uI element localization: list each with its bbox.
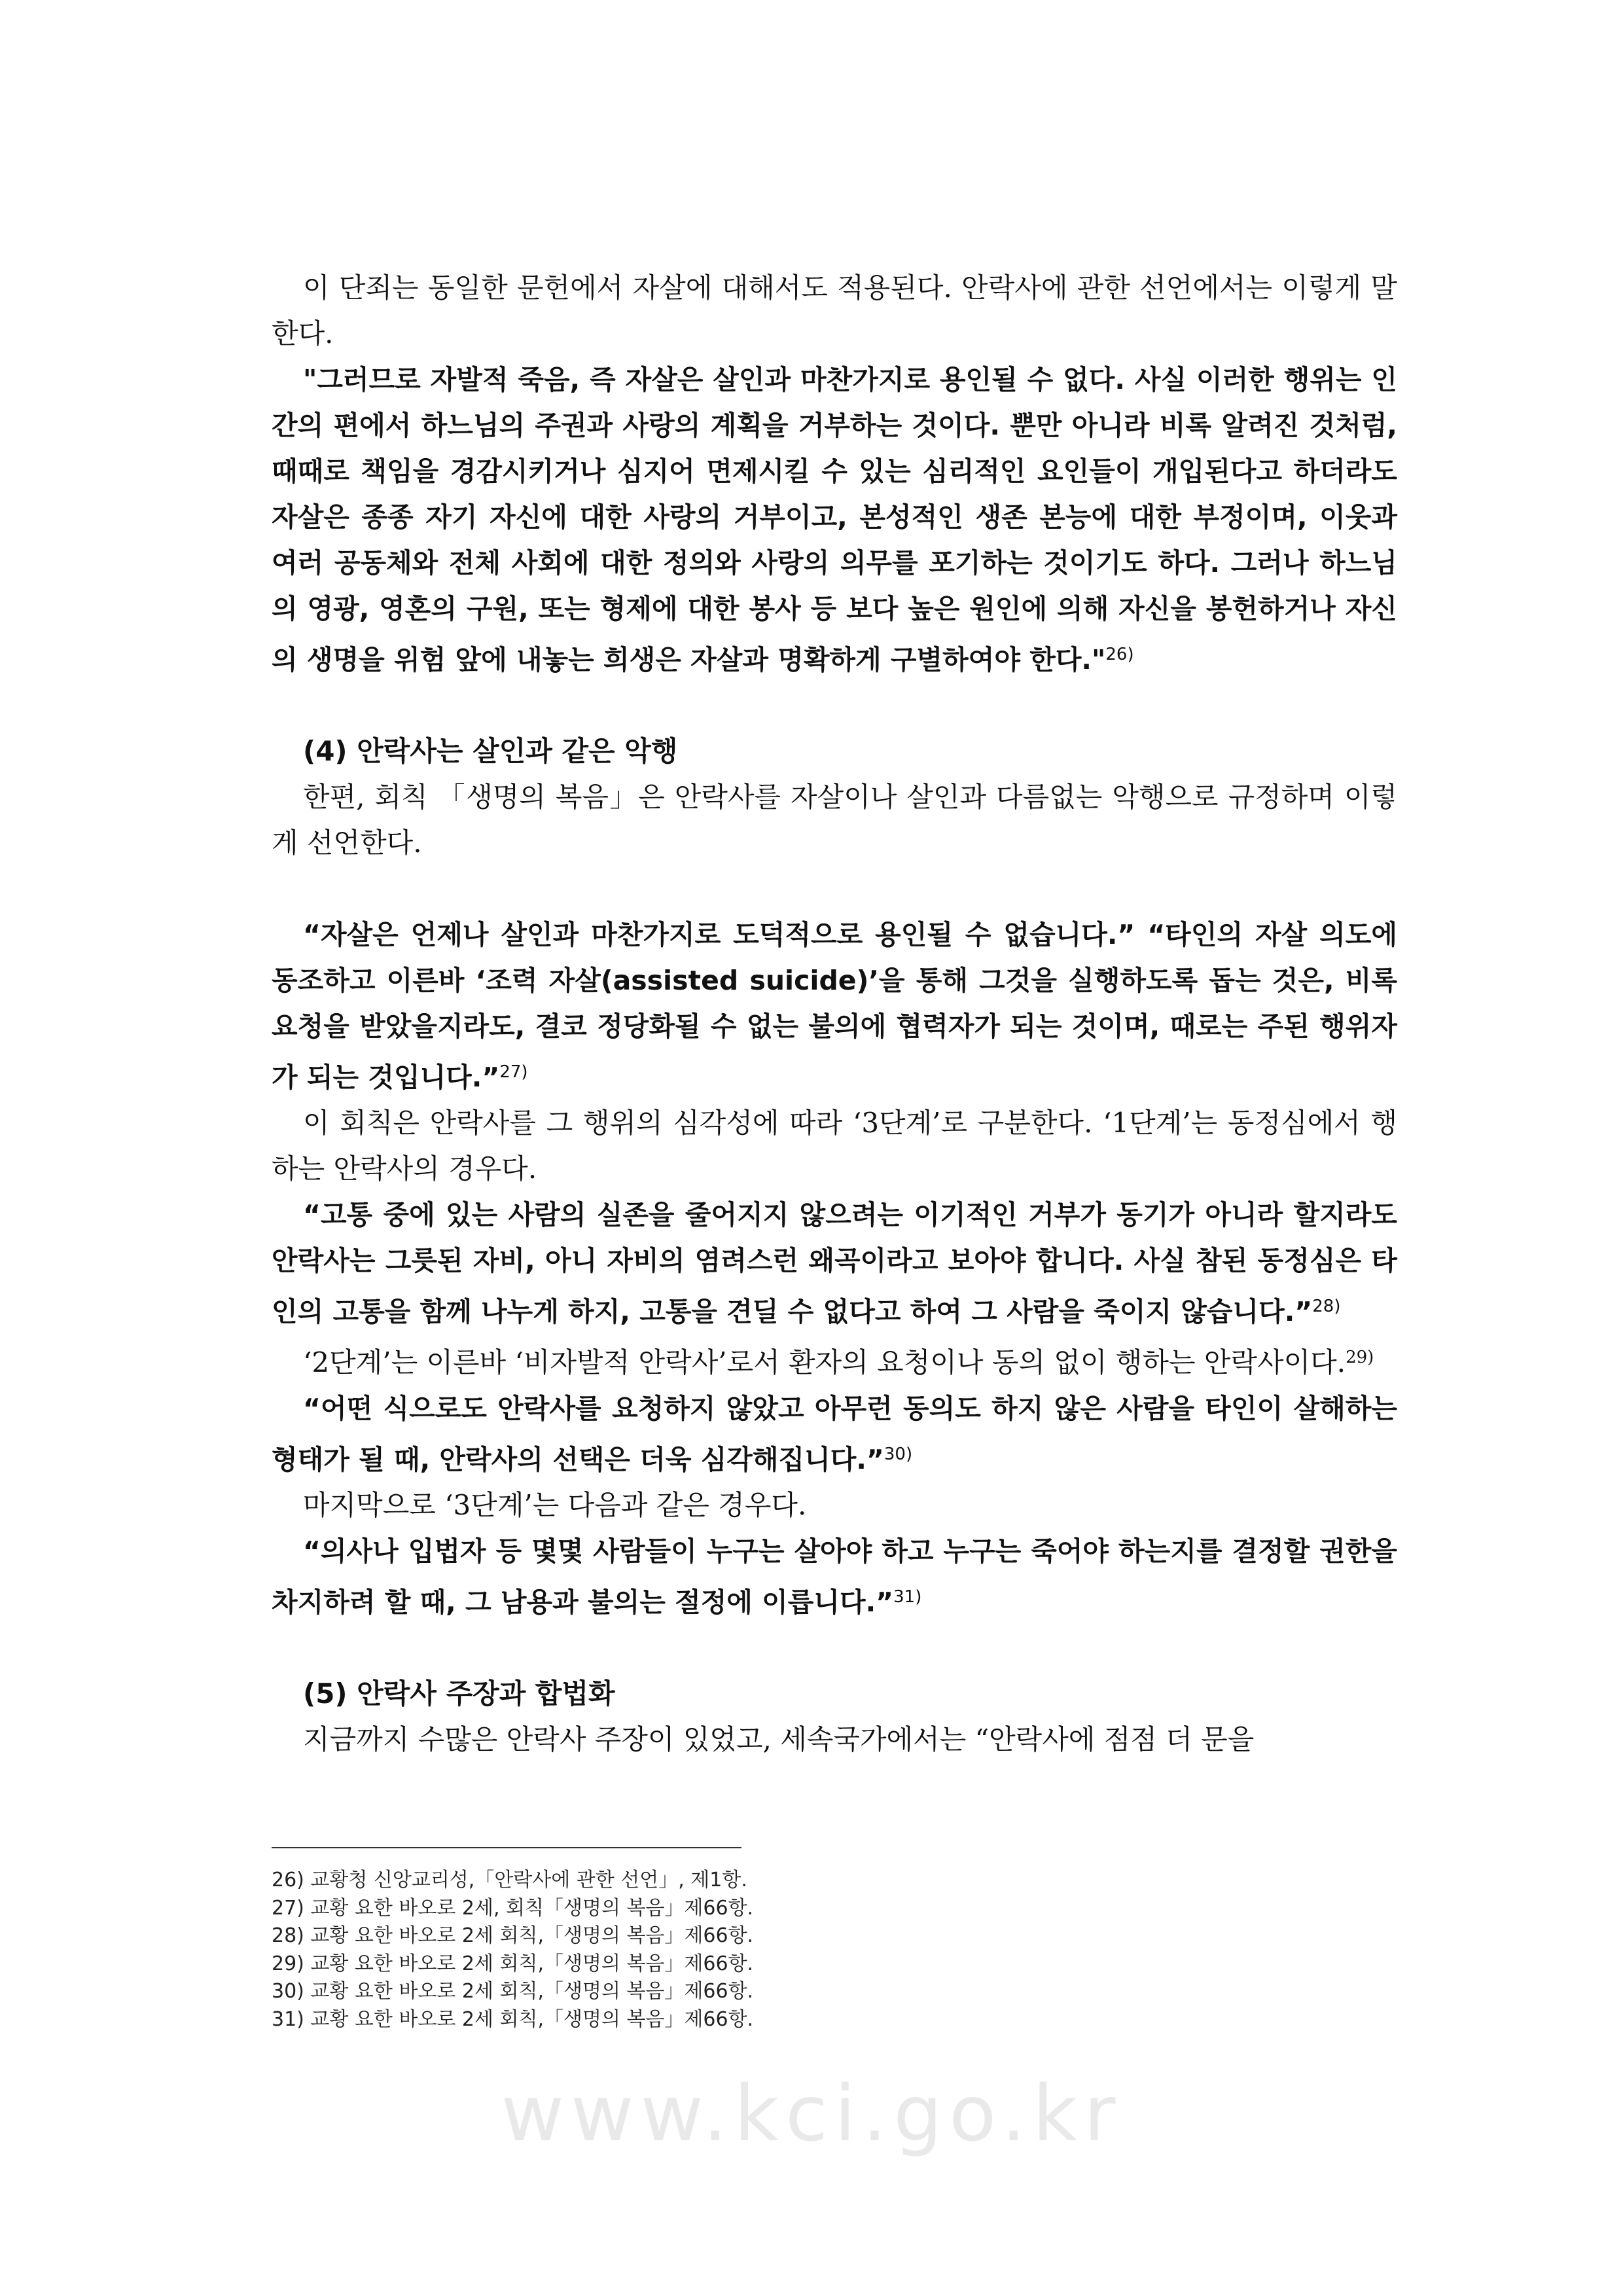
quote-text: “어떤 식으로도 안락사를 요청하지 않았고 아무런 동의도 하지 않은 사람을 타인이 살해하는 형태가 될 때, 안락사의 선택은 더욱 심각해집니다.”: [272, 1393, 1397, 1475]
body-text: [272, 265, 1397, 1763]
paragraph: [272, 1482, 1397, 1528]
block-quote: [272, 912, 1397, 1100]
quote-text: “자살은 언제나 살인과 마찬가지로 도덕적으로 용인될 수 없습니다.” “타인의 자살 의도에 동조하고 이른바 ‘조력 자살(assisted suicide)’을 통해 그것을 실행하도록 돕는 것은, 비록 요청을 받았을지라도, 결코 정당화될 수 없는 불의에 협력자가 되는 것이며, 때로는 주된 행위자가 되는 것입니다.”: [272, 919, 1397, 1093]
footnote-divider: [272, 1847, 741, 1848]
footnote: 26) 교황청 신앙교리성,「안락사에 관한 선언」, 제1항.: [272, 1869, 747, 1892]
paragraph: [272, 1717, 1397, 1763]
block-quote: [272, 1192, 1397, 1335]
watermark: www.kci.go.kr: [501, 2068, 1122, 2159]
footnote: 29) 교황 요한 바오로 2세 회칙,「생명의 복음」제66항.: [272, 1952, 754, 1975]
section-heading: (4) 안락사는 살인과 같은 악행: [303, 735, 678, 767]
quote-text: “고통 중에 있는 사람의 실존을 줄어지지 않으려는 이기적인 거부가 동기가 아니라 할지라도 안락사는 그릇된 자비, 아니 자비의 염려스런 왜곡이라고 보아야 합니다. 사실 참된 동정심은 타인의 고통을 함께 나누게 하지, 고통을 견딜 수 없다고 하여 그 사람을 죽이지 않습니다.”: [272, 1199, 1397, 1327]
paragraph-text: 지금까지 수많은 안락사 주장이 있었고, 세속국가에서는 “안락사에 점점 더 문을: [303, 1723, 1255, 1755]
quote-text: "그러므로 자발적 죽음, 즉 자살은 살인과 마찬가지로 용인될 수 없다. 사실 이러한 행위는 인간의 편에서 하느님의 주권과 사랑의 계획을 거부하는 것이다. 뿐만 아니라 비록 알려진 것처럼, 때때로 책임을 경감시키거나 심지어 면제시킬 수 있는 심리적인 요인들이 개입된다고 하더라도 자살은 종종 자기 자신에 대한 사랑의 거부이고, 본성적인 생존 본능에 대한 부정이며, 이웃과 여러 공동체와 전체 사회에 대한 정의와 사랑의 의무를 포기하는 것이기도 하다. 그러나 하느님의 영광, 영혼의 구원, 또는 형제에 대한 봉사 등 보다 높은 원인에 의해 자신을 봉헌하거나 자신의 생명을 위험 앞에 내놓는 희생은 자살과 명확하게 구별하여야 한다.": [272, 364, 1397, 675]
paragraph: [272, 1100, 1397, 1192]
footnotes: [272, 1867, 1397, 2034]
paragraph-text: 마지막으로 ‘3단계’는 다음과 같은 경우다.: [303, 1489, 807, 1521]
block-quote: [272, 357, 1397, 683]
paragraph-text: ‘2단계’는 이른바 ‘비자발적 안락사’로서 환자의 요청이나 동의 없이 행하는 안락사이다.: [303, 1346, 1346, 1378]
section-heading: (5) 안락사 주장과 합법화: [303, 1677, 615, 1710]
block-quote: [272, 1528, 1397, 1625]
footnote: 28) 교황 요한 바오로 2세 회칙,「생명의 복음」제66항.: [272, 1924, 754, 1947]
paragraph-text: 한편, 회칙 「생명의 복음」은 안락사를 자살이나 살인과 다름없는 악행으로 규정하며 이렇게 선언한다.: [272, 781, 1397, 859]
footnote-ref: 27): [499, 1062, 528, 1082]
quote-text: “의사나 입법자 등 몇몇 사람들이 누구는 살아야 하고 누구는 죽어야 하는지를 결정할 권한을 차지하려 할 때, 그 남용과 불의는 절정에 이릅니다.”: [272, 1535, 1397, 1618]
paragraph: [272, 774, 1397, 866]
footnote: 30) 교황 요한 바오로 2세 회칙,「생명의 복음」제66항.: [272, 1980, 754, 2003]
footnote: 27) 교황 요한 바오로 2세, 회칙「생명의 복음」제66항.: [272, 1896, 754, 1920]
paragraph-text: 이 단죄는 동일한 문헌에서 자살에 대해서도 적용된다. 안락사에 관한 선언에서는 이렇게 말한다.: [272, 272, 1397, 350]
footnote-ref: 31): [893, 1587, 922, 1607]
block-quote: [272, 1386, 1397, 1482]
footnote: 31) 교황 요한 바오로 2세 회칙,「생명의 복음」제66항.: [272, 2007, 754, 2031]
footnote-ref: 26): [1105, 645, 1134, 664]
footnote-ref: 29): [1346, 1348, 1374, 1367]
paragraph: [272, 265, 1397, 357]
paragraph: [272, 1335, 1397, 1386]
footnote-ref: 28): [1312, 1297, 1341, 1316]
paragraph-text: 이 회칙은 안락사를 그 행위의 심각성에 따라 ‘3단계’로 구분한다. ‘1단계’는 동정심에서 행하는 안락사의 경우다.: [272, 1107, 1397, 1185]
footnote-ref: 30): [883, 1444, 913, 1464]
